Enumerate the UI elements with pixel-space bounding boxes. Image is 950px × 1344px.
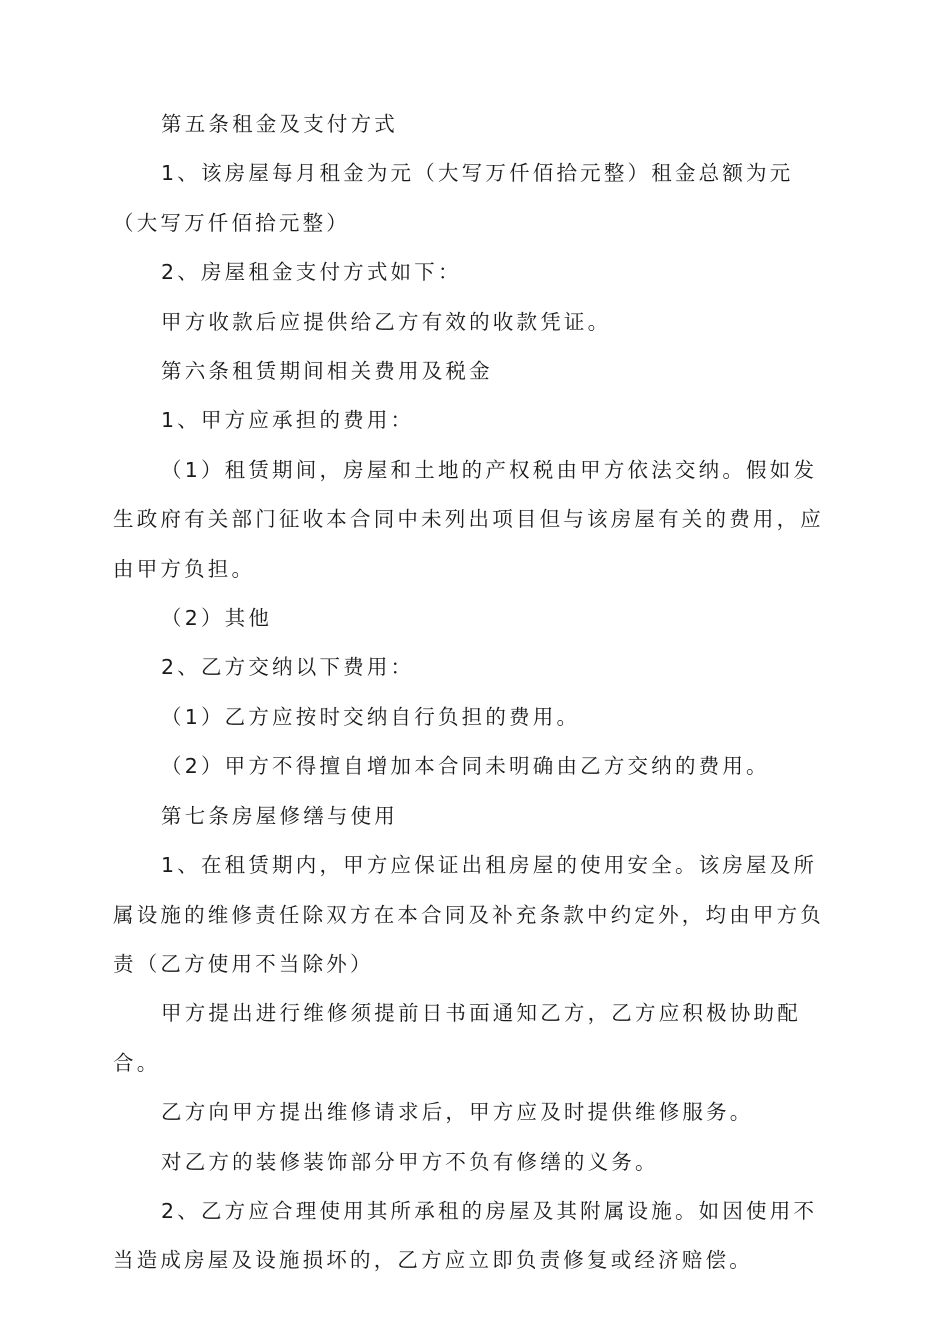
paragraph-property-tax: （1）租赁期间，房屋和土地的产权税由甲方依法交纳。假如发生政府有关部门征收本合同中未列出项目但与该房屋有关的费用，应由甲方负担。 bbox=[113, 457, 824, 581]
paragraph-no-extra-fees: （2）甲方不得擅自增加本合同未明确由乙方交纳的费用。 bbox=[161, 754, 770, 779]
paragraph-safety-repairs: 1、在租赁期内，甲方应保证出租房屋的使用安全。该房屋及所属设施的维修责任除双方在本合同及补充条款中约定外，均由甲方负责（乙方使用不当除外） bbox=[113, 853, 824, 976]
paragraph-proper-use: 2、乙方应合理使用其所承租的房屋及其附属设施。如因使用不当造成房屋及设施损坏的，乙方应立即负责修复或经济赔偿。 bbox=[113, 1198, 818, 1273]
paragraph-other: （2）其他 bbox=[161, 606, 273, 631]
paragraph-party-b-fees: 2、乙方交纳以下费用： bbox=[161, 655, 415, 680]
paragraph-rent-amount: 1、该房屋每月租金为元（大写万仟佰拾元整）租金总额为元（大写万仟佰拾元整） bbox=[113, 161, 794, 235]
paragraph-receipt: 甲方收款后应提供给乙方有效的收款凭证。 bbox=[161, 309, 612, 334]
document-body bbox=[113, 100, 835, 1286]
section-heading-6: 第六条租赁期间相关费用及税金 bbox=[161, 359, 493, 384]
paragraph-payment-method: 2、房屋租金支付方式如下： bbox=[161, 260, 462, 285]
paragraph-decoration: 对乙方的装修装饰部分甲方不负有修缮的义务。 bbox=[161, 1149, 659, 1174]
paragraph-party-b-pay-on-time: （1）乙方应按时交纳自行负担的费用。 bbox=[161, 704, 581, 729]
paragraph-party-a-fees: 1、甲方应承担的费用： bbox=[161, 408, 415, 433]
section-heading-7: 第七条房屋修缮与使用 bbox=[161, 803, 398, 828]
paragraph-repair-notice: 甲方提出进行维修须提前日书面通知乙方，乙方应积极协助配合。 bbox=[113, 1001, 801, 1075]
section-heading-5: 第五条租金及支付方式 bbox=[161, 112, 398, 136]
paragraph-repair-request: 乙方向甲方提出维修请求后，甲方应及时提供维修服务。 bbox=[161, 1100, 754, 1125]
